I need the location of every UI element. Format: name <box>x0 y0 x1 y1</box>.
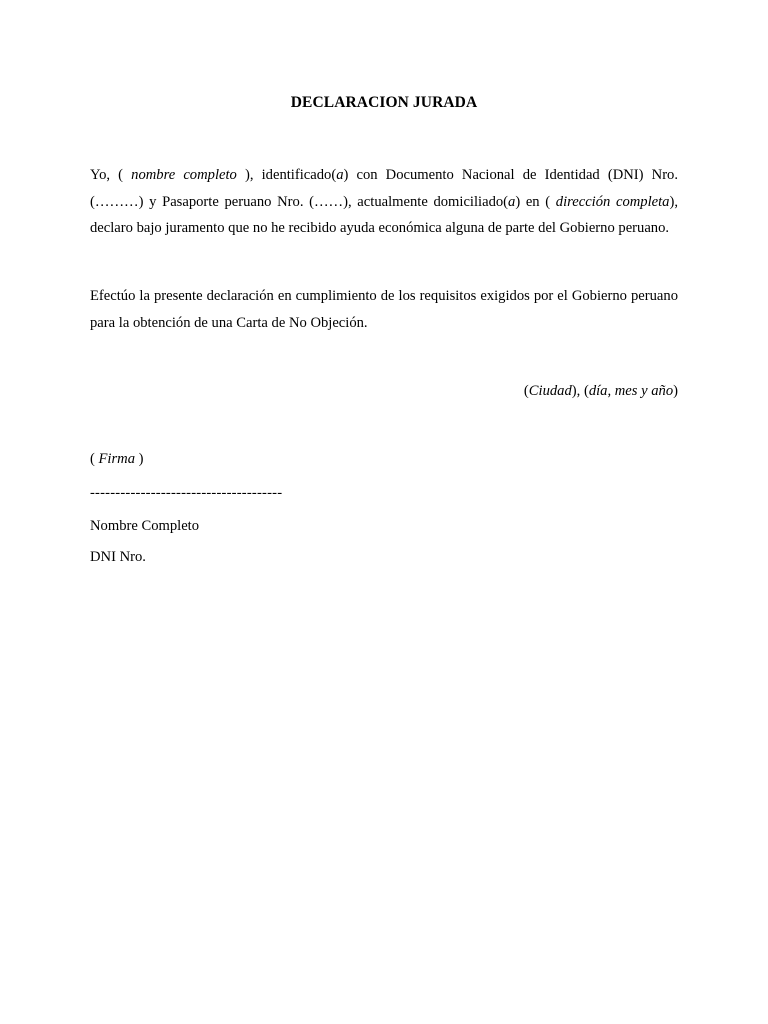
paragraph-text: ) con Documento Nacional de Identidad (DNI) Nro. (………) y Pasaporte peruano Nro. (……), actualmente domiciliado( <box>90 167 679 210</box>
placeholder-gender-suffix: a <box>508 193 516 210</box>
full-name-label: Nombre Completo <box>90 518 200 534</box>
paragraph-text: ), identificado( <box>236 167 337 183</box>
signature-placeholder <box>90 451 144 468</box>
signature-text: ) <box>135 451 144 467</box>
place-date-text: ) <box>673 383 678 399</box>
placeholder-gender-suffix: a <box>336 167 344 183</box>
placeholder-full-address: dirección completa <box>555 193 670 210</box>
document-title: DECLARACION JURADA <box>290 94 478 111</box>
place-date-text: ), ( <box>571 383 589 399</box>
declaration-paragraph <box>90 162 678 242</box>
signature-line: -------------------------------------- <box>90 485 283 501</box>
place-date-text: ( <box>523 383 529 399</box>
placeholder-date: día, mes y año <box>588 383 674 399</box>
placeholder-signature: Firma <box>98 451 135 467</box>
paragraph-text: Yo, ( <box>90 167 132 183</box>
place-and-date <box>90 383 678 400</box>
signature-text: ( <box>90 451 99 467</box>
purpose-paragraph: Efectúo la presente declaración en cumplimiento de los requisitos exigidos por el Gobierno peruano para la obtención de una Carta de No Objeción. <box>90 288 678 331</box>
paragraph-text: ), declaro bajo juramento que no he recibido ayuda económica alguna de parte del Gobierno peruano. <box>90 193 678 236</box>
placeholder-city: Ciudad <box>528 383 572 399</box>
dni-number-label: DNI Nro. <box>90 549 146 565</box>
paragraph-text: ) en ( <box>515 193 556 210</box>
placeholder-full-name: nombre completo <box>131 167 237 183</box>
